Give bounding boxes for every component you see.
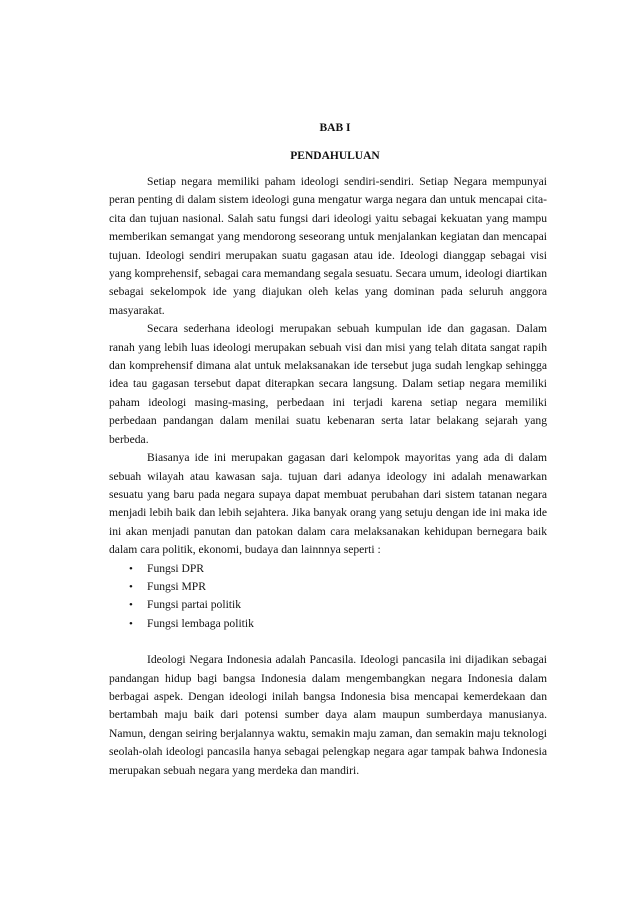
chapter-number: BAB I bbox=[319, 122, 351, 134]
list-item-text: Fungsi MPR bbox=[147, 579, 206, 593]
bullet-list bbox=[109, 560, 547, 634]
paragraph-gap bbox=[109, 633, 547, 651]
paragraph-2: Secara sederhana ideologi merupakan sebuah kumpulan ide dan gagasan. Dalam ranah yang lebih luas ideologi merupakan sebuah visi dan misi yang telah ditata sangat rapih dan komprehensif dimana alat untuk melaksanakan ide tersebut juga sudah lengkap sehingga idea tau gagasan tersebut dapat diterapkan secara langsung. Dalam setiap negara memiliki paham ideologi masing-masing, perbedaan ini terjadi karena setiap negara memiliki perbedaan pandangan dalam menilai suatu kebenaran serta latar belakang sejarah yang berbeda. bbox=[109, 322, 547, 446]
list-item-text: Fungsi DPR bbox=[147, 561, 205, 575]
list-item-text: Fungsi partai politik bbox=[147, 598, 242, 612]
bullet-icon: • bbox=[129, 617, 133, 630]
chapter-title: PENDAHULUAN bbox=[290, 150, 380, 162]
paragraph-1: Setiap negara memiliki paham ideologi sendiri-sendiri. Setiap Negara mempunyai peran penting di dalam sistem ideologi guna mengatur warga negara dan untuk mencapai cita-cita dan tujuan nasional. Salah satu fungsi dari ideologi yaitu sebagai kekuatan yang mampu memberikan semangat yang mendorong seseorang untuk menjalankan kegiatan dan mencapai tujuan. Ideologi sendiri merupakan suatu gagasan atau ide. Ideologi dianggap sebagai visi yang komprehensif, sebagai cara memandang segala sesuatu. Secara umum, ideologi diartikan sebagai sekelompok ide yang diajukan oleh kelas yang dominan pada seluruh anggora masyarakat. bbox=[109, 175, 547, 317]
bullet-icon: • bbox=[129, 580, 133, 593]
list-item bbox=[129, 578, 547, 596]
list-item-text: Fungsi lembaga politik bbox=[147, 616, 254, 630]
bullet-icon: • bbox=[129, 562, 133, 575]
body-text bbox=[109, 173, 547, 780]
list-item bbox=[129, 560, 547, 578]
paragraph-4: Ideologi Negara Indonesia adalah Pancasila. Ideologi pancasila ini dijadikan sebagai pandangan hidup bagi bangsa Indonesia dalam mengembangkan negara Indonesia dalam berbagai aspek. Dengan ideologi inilah bangsa Indonesia bisa mencapai kemerdekaan dan bertambah maju baik dari potensi sumber daya alam maupun sumberdaya manusianya. Namun, dengan seiring berjalannya waktu, semakin maju zaman, dan semakin maju teknologi seolah-olah ideologi pancasila hanya sebagai pelengkap negara agar tampak bahwa Indonesia merupakan sebuah negara yang merdeka dan mandiri. bbox=[109, 653, 547, 777]
list-item bbox=[129, 596, 547, 614]
paragraph-3: Biasanya ide ini merupakan gagasan dari kelompok mayoritas yang ada di dalam sebuah wilayah atau kawasan saja. tujuan dari adanya ideology ini adalah menawarkan sesuatu yang baru pada negara supaya dapat membuat perubahan dari sistem tatanan negara menjadi lebih baik dan lebih sejahtera. Jika banyak orang yang setuju dengan ide ini maka ide ini akan menjadi panutan dan patokan dalam cara melaksanakan kehidupan bernegara baik dalam cara politik, ekonomi, budaya dan lainnnya seperti : bbox=[109, 451, 547, 557]
bullet-icon: • bbox=[129, 599, 133, 612]
list-item bbox=[129, 615, 547, 633]
